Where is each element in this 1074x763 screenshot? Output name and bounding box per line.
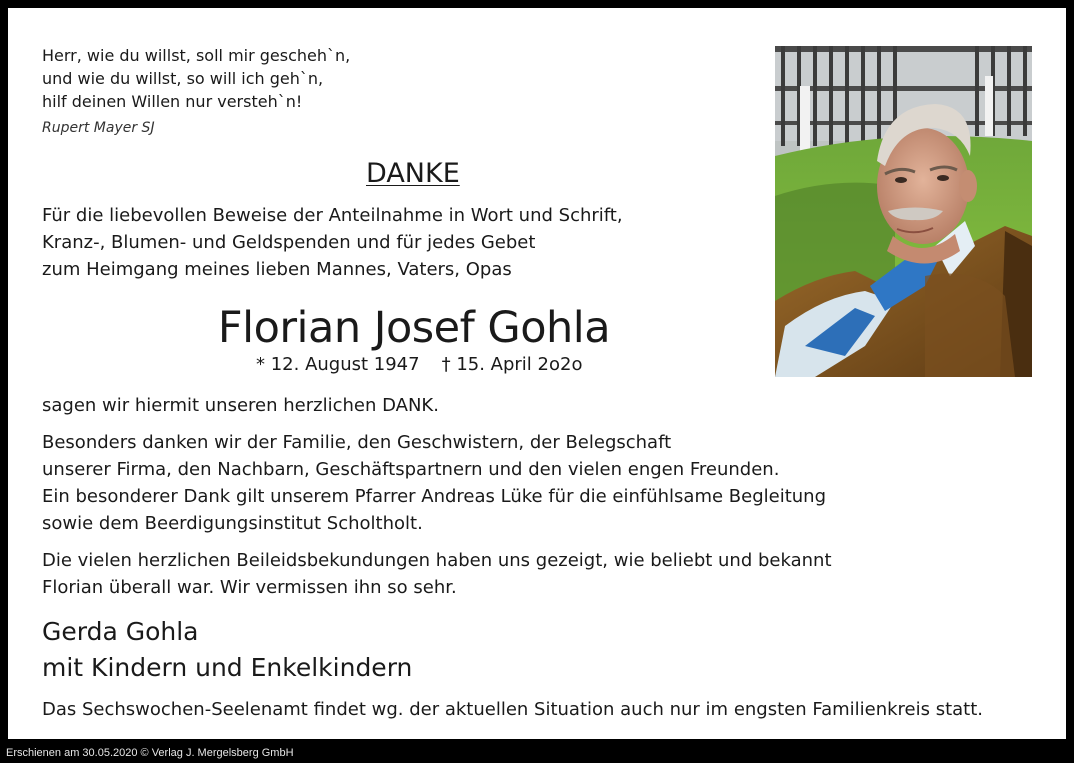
- intro-line-1: Für die liebevollen Beweise der Anteilnahme in Wort und Schrift,: [42, 205, 623, 226]
- intro-line-2: Kranz-, Blumen- und Geldspenden und für jedes Gebet: [42, 232, 536, 253]
- paragraph2-line-2: Florian überall war. Wir vermissen ihn so sehr.: [42, 577, 457, 598]
- paragraph1-line-1: Besonders danken wir der Familie, den Geschwistern, der Belegschaft: [42, 432, 672, 453]
- quote-line-3: hilf deinen Willen nur versteh`n!: [42, 92, 303, 111]
- thanks-line: sagen wir hiermit unseren herzlichen DANK.: [42, 395, 439, 416]
- paragraph2-line-1: Die vielen herzlichen Beileidsbekundungen haben uns gezeigt, wie beliebt und bekannt: [42, 550, 832, 571]
- paragraph1-line-4: sowie dem Beerdigungsinstitut Scholtholt.: [42, 513, 423, 534]
- obituary-card: [8, 8, 1066, 739]
- danke-heading: DANKE: [366, 158, 460, 189]
- paragraph1-line-3: Ein besonderer Dank gilt unserem Pfarrer Andreas Lüke für die einfühlsame Begleitung: [42, 486, 827, 507]
- signer-line-1: Gerda Gohla: [42, 617, 199, 646]
- notice-text: Das Sechswochen-Seelenamt findet wg. der aktuellen Situation auch nur im engsten Familienkreis statt.: [42, 699, 984, 720]
- signer-line-2: mit Kindern und Enkelkindern: [42, 653, 413, 682]
- paragraph1-line-2: unserer Firma, den Nachbarn, Geschäftspartnern und den vielen engen Freunden.: [42, 459, 780, 480]
- quote-line-2: und wie du willst, so will ich geh`n,: [42, 69, 324, 88]
- death-date: † 15. April 2o2o: [441, 354, 583, 375]
- intro-line-3: zum Heimgang meines lieben Mannes, Vaters, Opas: [42, 259, 512, 280]
- publication-footer: Erschienen am 30.05.2020 © Verlag J. Mergelsberg GmbH: [6, 747, 294, 759]
- quote-author: Rupert Mayer SJ: [42, 120, 155, 136]
- birth-date: * 12. August 1947: [256, 354, 420, 375]
- portrait-photo: [775, 46, 1032, 377]
- life-dates: [256, 354, 582, 375]
- deceased-name: Florian Josef Gohla: [217, 303, 611, 353]
- quote-line-1: Herr, wie du willst, soll mir gescheh`n,: [42, 46, 351, 65]
